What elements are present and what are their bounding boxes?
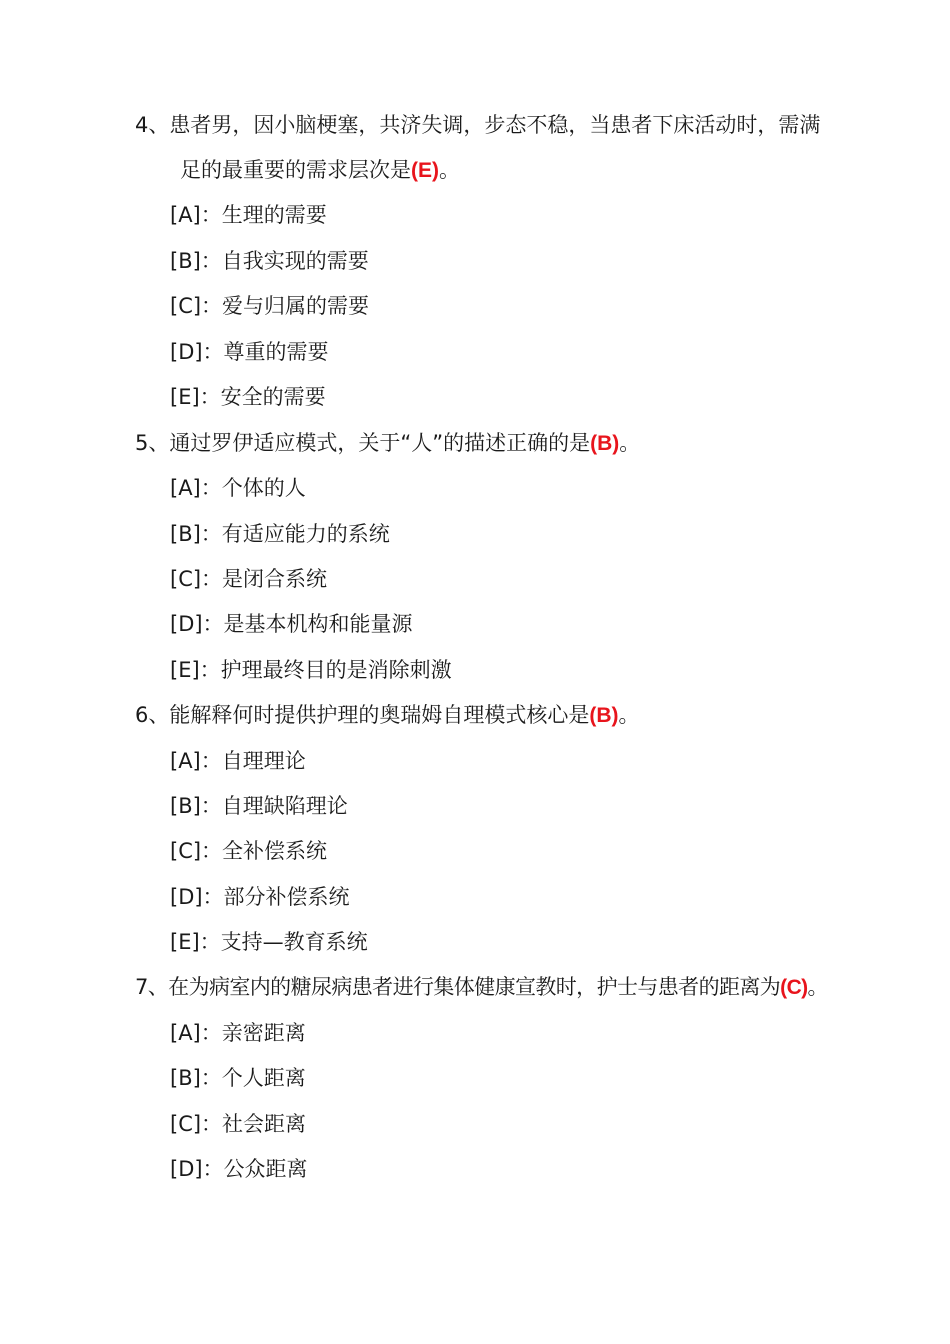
option-d: [D]：部分补偿系统: [170, 885, 350, 909]
question-5-stem: [135, 428, 640, 459]
question-text: 在为病室内的糖尿病患者进行集体健康宣教时，护士与患者的距离为: [168, 975, 781, 999]
question-text: 通过罗伊适应模式，关于“人”的描述正确的是: [169, 431, 591, 455]
option-b: [B]：有适应能力的系统: [170, 522, 390, 546]
punctuation: 。: [618, 703, 640, 727]
option-d: [D]：是基本机构和能量源: [170, 612, 413, 636]
punctuation: 。: [807, 975, 828, 999]
answer-mark: (B): [589, 704, 619, 727]
option-b: [B]：自我实现的需要: [170, 249, 369, 273]
option-e: [E]：支持—教育系统: [170, 930, 368, 954]
option-a: [A]：亲密距离: [170, 1021, 306, 1045]
question-6-stem: [135, 700, 640, 731]
question-7-stem: [135, 972, 828, 1003]
option-b: [B]：自理缺陷理论: [170, 794, 348, 818]
option-b: [B]：个人距离: [170, 1066, 306, 1090]
option-c: [C]：社会距离: [170, 1112, 307, 1136]
question-text: 患者男，因小脑梗塞，共济失调，步态不稳，当患者下床活动时，需满: [169, 113, 821, 137]
question-number: 4、: [135, 113, 170, 137]
punctuation: 。: [439, 158, 460, 182]
question-text: 足的最重要的需求层次是: [180, 158, 411, 182]
question-number: 6、: [135, 703, 170, 727]
option-c: [C]：全补偿系统: [170, 839, 328, 863]
option-c: [C]：爱与归属的需要: [170, 294, 370, 318]
option-d: [D]：公众距离: [170, 1157, 308, 1181]
answer-mark: (E): [411, 159, 439, 182]
question-number: 7、: [135, 975, 169, 999]
question-4-stem: [135, 110, 820, 140]
answer-mark: (C): [780, 976, 808, 999]
punctuation: 。: [619, 431, 641, 455]
question-4-stem-continued: [180, 155, 460, 186]
question-text: 能解释何时提供护理的奥瑞姆自理模式核心是: [169, 703, 590, 727]
option-a: [A]：个体的人: [170, 476, 306, 500]
question-number: 5、: [135, 431, 170, 455]
option-c: [C]：是闭合系统: [170, 567, 328, 591]
option-a: [A]：生理的需要: [170, 203, 327, 227]
option-e: [E]：安全的需要: [170, 385, 326, 409]
option-d: [D]：尊重的需要: [170, 340, 329, 364]
answer-mark: (B): [590, 432, 620, 455]
option-e: [E]：护理最终目的是消除刺激: [170, 658, 452, 682]
option-a: [A]：自理理论: [170, 749, 306, 773]
